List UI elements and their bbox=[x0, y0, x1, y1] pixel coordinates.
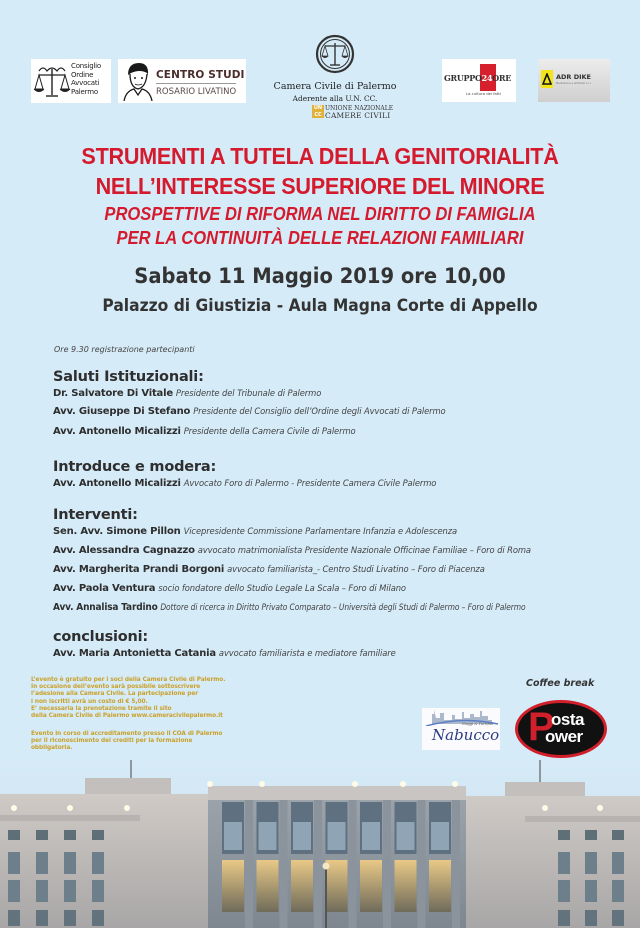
speaker-role: Avvocato Foro di Palermo - Presidente Camera Civile Palermo bbox=[183, 478, 437, 488]
facade-light bbox=[400, 781, 406, 787]
speaker-name: Sen. Avv. Simone Pillon bbox=[53, 526, 181, 537]
title-line-1: STRUMENTI A TUTELA DELLA GENITORIALITÀ bbox=[81, 143, 559, 169]
speaker-role: avvocato familiarista e mediatore familiare bbox=[218, 648, 396, 658]
window-pane bbox=[224, 822, 242, 850]
wing-window bbox=[36, 880, 48, 902]
wing-window bbox=[8, 852, 20, 874]
wing-window bbox=[64, 852, 76, 874]
wing-window bbox=[612, 830, 624, 840]
nabucco-tagline: Viaggi & Turismo bbox=[462, 722, 494, 726]
logo-gruppo-24-ore bbox=[442, 59, 516, 102]
gruppo-24ore-wordmark bbox=[444, 73, 511, 83]
camera-civile-subtitle: Aderente alla U.N. CC. bbox=[292, 94, 378, 103]
livatino-title: CENTRO STUDI bbox=[156, 69, 245, 81]
scales-icon bbox=[33, 63, 71, 99]
speaker-row bbox=[53, 545, 531, 556]
speaker-role: Dottore di ricerca in Diritto Privato Comparato – Università degli Studi di Palermo – Foro di Palermo bbox=[160, 602, 526, 612]
livatino-subtitle: ROSARIO LIVATINO bbox=[156, 87, 237, 97]
wing-window bbox=[8, 910, 20, 926]
pillar bbox=[418, 800, 426, 928]
coa-line: Palermo bbox=[71, 87, 98, 96]
wing-window bbox=[585, 910, 597, 926]
logo-centro-studi-livatino bbox=[118, 59, 246, 103]
logo-camera-civile-palermo bbox=[268, 33, 402, 125]
wing-window bbox=[36, 852, 48, 874]
triangle-icon bbox=[542, 73, 552, 85]
roof-structure bbox=[85, 778, 171, 796]
wordmark-24: 24 bbox=[481, 73, 493, 83]
subtitle-line-2: PER LA CONTINUITÀ DELLE RELAZIONI FAMILIARI bbox=[116, 228, 524, 248]
central-windows bbox=[222, 800, 460, 928]
footnote-line: l’adesione alla Camera Civile. La partecipazione per bbox=[31, 691, 199, 698]
subtitle-line-1: PROSPETTIVE DI RIFORMA NEL DIRITTO DI FAMIGLIA bbox=[104, 204, 536, 224]
speaker-name: Avv. Annalisa Tardino bbox=[53, 602, 158, 613]
facade-light bbox=[259, 781, 265, 787]
speaker-name: Avv. Paola Ventura bbox=[53, 583, 156, 594]
speaker-role: socio fondatore dello Studio Legale La Scala – Foro di Milano bbox=[158, 583, 406, 593]
logo-nabucco bbox=[422, 708, 500, 750]
posta-power-letter: P bbox=[528, 705, 555, 749]
scales-seal-icon bbox=[315, 33, 355, 77]
speaker-role: avvocato familiarista_- Centro Studi Livatino – Foro di Piacenza bbox=[227, 564, 485, 574]
speaker-row bbox=[53, 406, 446, 417]
wing-window bbox=[558, 830, 570, 840]
wing-window bbox=[8, 830, 20, 840]
left-wing bbox=[0, 794, 210, 928]
wing-window bbox=[558, 880, 570, 902]
coa-text bbox=[71, 62, 101, 96]
speaker-role: Presidente della Camera Civile di Palermo bbox=[183, 426, 356, 436]
coffee-break-label: Coffee break bbox=[526, 678, 595, 689]
logo-adr-dike bbox=[538, 59, 610, 102]
logo-posta-power bbox=[515, 700, 607, 758]
central-cornice bbox=[208, 786, 466, 800]
divider bbox=[156, 83, 236, 84]
window-pane bbox=[362, 822, 380, 850]
wing-window bbox=[585, 830, 597, 840]
speaker-role: Presidente del Tribunale di Palermo bbox=[175, 388, 322, 398]
uncc-badge: UN CC bbox=[313, 105, 323, 118]
wing-window bbox=[8, 880, 20, 902]
footnote-line: In occasione dell’evento sarà possibile sottoscrivere bbox=[31, 684, 201, 691]
wing-window bbox=[36, 910, 48, 926]
wing-window bbox=[612, 910, 624, 926]
speaker-role: avvocato matrimonialista Presidente Nazionale Officinae Familiae – Foro di Roma bbox=[197, 545, 531, 555]
speaker-name: Avv. Antonello Micalizzi bbox=[53, 426, 181, 437]
posta-power-line1: osta bbox=[551, 710, 584, 729]
coa-line: Consiglio bbox=[71, 62, 102, 70]
speaker-row bbox=[53, 388, 321, 399]
wing-window bbox=[64, 910, 76, 926]
section-heading-introduce: Introduce e modera: bbox=[53, 459, 217, 475]
window-lit bbox=[291, 860, 313, 912]
uncc-line2: CAMERE CIVILI bbox=[325, 111, 391, 120]
window-lit bbox=[395, 860, 417, 912]
section-heading-conclusioni: conclusioni: bbox=[53, 629, 149, 645]
speaker-row bbox=[53, 583, 406, 594]
speaker-name: Avv. Giuseppe Di Stefano bbox=[53, 406, 191, 417]
title-line-2: NELL’INTERESSE SUPERIORE DEL MINORE bbox=[95, 173, 545, 199]
section-heading-saluti: Saluti Istituzionali: bbox=[53, 369, 204, 385]
wing-window bbox=[36, 830, 48, 840]
speaker-role: Presidente del Consiglio dell’Ordine degli Avvocati di Palermo bbox=[193, 406, 446, 416]
speaker-row bbox=[53, 426, 356, 437]
footnote-line: L’evento è gratuito per i soci della Camera Civile di Palermo. bbox=[31, 677, 226, 683]
roof-structure bbox=[505, 782, 585, 798]
wing-window bbox=[585, 880, 597, 902]
cornice bbox=[525, 816, 640, 822]
facade-light bbox=[124, 805, 130, 811]
wing-window bbox=[92, 880, 104, 902]
facade-light bbox=[542, 805, 548, 811]
wing-window bbox=[558, 910, 570, 926]
triangle-badge bbox=[541, 70, 553, 88]
facade-light bbox=[452, 781, 458, 787]
pillar bbox=[452, 800, 460, 928]
footnote-line: obbligatoria. bbox=[31, 745, 73, 752]
window-lit bbox=[222, 860, 244, 912]
gruppo-24ore-tagline: La cultura dei fatti bbox=[466, 91, 501, 96]
speaker-row bbox=[53, 526, 457, 537]
posta-power-line2: ower bbox=[545, 727, 583, 746]
window-pane bbox=[259, 822, 277, 850]
speaker-role: Vicepresidente Commissione Parlamentare Infanzia e Adolescenza bbox=[183, 526, 458, 536]
speaker-row bbox=[53, 648, 396, 659]
event-date: Sabato 11 Maggio 2019 ore 10,00 bbox=[134, 264, 506, 288]
window-pane bbox=[431, 822, 449, 850]
adr-dike-title: ADR DIKE bbox=[556, 73, 591, 81]
nabucco-name: Nabucco bbox=[432, 726, 500, 744]
facade-light bbox=[67, 805, 73, 811]
adr-dike-tagline: Mediazione e arbitrato s.r.l. bbox=[556, 82, 592, 85]
footnote-line: Evento in corso di accreditamento presso il COA di Palermo bbox=[31, 731, 223, 737]
coa-line: Ordine bbox=[71, 70, 94, 79]
wing-window bbox=[612, 880, 624, 902]
speaker-row bbox=[53, 602, 526, 613]
cornice bbox=[0, 815, 140, 821]
facade-light bbox=[597, 805, 603, 811]
facade-light bbox=[207, 781, 213, 787]
portrait-icon bbox=[122, 61, 154, 101]
camera-civile-name: Camera Civile di Palermo bbox=[273, 81, 397, 92]
wing-window bbox=[612, 852, 624, 874]
wing-window bbox=[64, 880, 76, 902]
wing-window bbox=[585, 852, 597, 874]
speaker-name: Avv. Alessandra Cagnazzo bbox=[53, 545, 195, 556]
wing-window bbox=[92, 910, 104, 926]
wing-window bbox=[64, 830, 76, 840]
registration-note: Ore 9.30 registrazione partecipanti bbox=[54, 345, 195, 354]
window-lit bbox=[429, 860, 451, 912]
event-venue: Palazzo di Giustizia - Aula Magna Corte di Appello bbox=[102, 296, 538, 315]
speaker-row bbox=[53, 564, 485, 575]
window-pane bbox=[397, 822, 415, 850]
wing-window bbox=[558, 852, 570, 874]
pillar bbox=[314, 800, 322, 928]
speaker-name: Avv. Maria Antonietta Catania bbox=[53, 648, 216, 659]
pillar bbox=[280, 800, 288, 928]
speaker-name: Avv. Margherita Prandi Borgoni bbox=[53, 564, 225, 575]
section-heading-interventi: Interventi: bbox=[53, 507, 138, 523]
window-lit bbox=[257, 860, 279, 912]
logo-consiglio-ordine-avvocati bbox=[31, 59, 111, 103]
window-lit bbox=[360, 860, 382, 912]
footnote-info bbox=[31, 677, 225, 720]
lamp-light bbox=[323, 863, 330, 870]
facade-light bbox=[352, 781, 358, 787]
speaker-name: Dr. Salvatore Di Vitale bbox=[53, 388, 173, 399]
footnote-line: per il riconoscimento dei crediti per la formazione bbox=[31, 738, 193, 745]
uncc-line1: UNIONE NAZIONALE bbox=[325, 105, 394, 112]
pillar bbox=[349, 800, 357, 928]
speaker-row bbox=[53, 478, 436, 489]
coa-line: Avvocati bbox=[71, 79, 100, 88]
window-pane bbox=[328, 822, 346, 850]
wordmark-left: GRUPPO bbox=[444, 73, 482, 83]
palazzo-di-giustizia-photo bbox=[0, 760, 640, 928]
footnote-line: E’ necessaria la prenotazione tramite il sito bbox=[31, 705, 172, 712]
speaker-name: Avv. Antonello Micalizzi bbox=[53, 478, 181, 489]
footnote-line: i non iscritti avrà un costo di € 5,00. bbox=[31, 698, 148, 705]
wing-window bbox=[92, 830, 104, 840]
pillar bbox=[245, 800, 253, 928]
wing-window bbox=[92, 852, 104, 874]
pillar bbox=[383, 800, 391, 928]
footnote-line: della Camera Civile di Palermo www.cameracivilepalermo.it bbox=[31, 713, 223, 720]
window-pane bbox=[293, 822, 311, 850]
facade-light bbox=[11, 805, 17, 811]
footnote-accreditation bbox=[31, 731, 222, 753]
wordmark-right: ORE bbox=[492, 73, 512, 83]
